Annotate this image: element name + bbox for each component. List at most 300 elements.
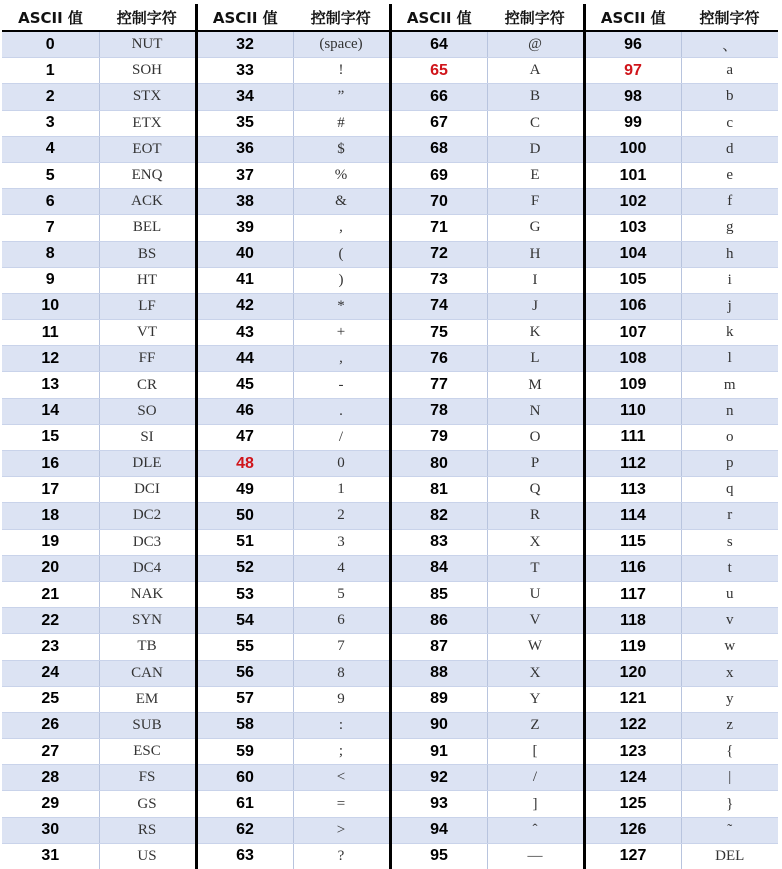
character-cell: US	[99, 843, 196, 869]
character-cell: *	[293, 293, 390, 319]
ascii-value-cell: 0	[2, 31, 99, 58]
ascii-value-cell: 118	[584, 608, 681, 634]
ascii-value-cell: 4	[2, 136, 99, 162]
ascii-value-cell: 103	[584, 215, 681, 241]
ascii-value-cell: 10	[2, 293, 99, 319]
ascii-value-cell: 126	[584, 817, 681, 843]
character-cell: ˜	[681, 817, 778, 843]
ascii-value-cell: 123	[584, 739, 681, 765]
character-cell: BEL	[99, 215, 196, 241]
character-cell: n	[681, 398, 778, 424]
character-cell: e	[681, 162, 778, 188]
table-row	[2, 739, 778, 765]
header-ascii-value: ASCII 值	[196, 4, 293, 31]
table-row	[2, 215, 778, 241]
ascii-value-cell: 100	[584, 136, 681, 162]
character-cell: f	[681, 189, 778, 215]
table-row	[2, 791, 778, 817]
ascii-value-cell: 23	[2, 634, 99, 660]
ascii-value-cell: 120	[584, 660, 681, 686]
character-cell: X	[487, 660, 584, 686]
character-cell: J	[487, 293, 584, 319]
character-cell: VT	[99, 320, 196, 346]
character-cell: #	[293, 110, 390, 136]
ascii-value-cell: 109	[584, 372, 681, 398]
ascii-value-cell: 18	[2, 503, 99, 529]
character-cell: M	[487, 372, 584, 398]
ascii-value-cell: 111	[584, 424, 681, 450]
header-ascii-value: ASCII 值	[584, 4, 681, 31]
ascii-value-cell: 116	[584, 555, 681, 581]
character-cell: F	[487, 189, 584, 215]
ascii-value-cell: 127	[584, 843, 681, 869]
character-cell: E	[487, 162, 584, 188]
ascii-value-cell: 39	[196, 215, 293, 241]
table-row	[2, 634, 778, 660]
ascii-value-cell: 7	[2, 215, 99, 241]
ascii-value-cell: 121	[584, 686, 681, 712]
character-cell: p	[681, 451, 778, 477]
character-cell: ?	[293, 843, 390, 869]
ascii-value-cell: 5	[2, 162, 99, 188]
ascii-value-cell: 83	[390, 529, 487, 555]
table-row	[2, 843, 778, 869]
ascii-value-cell: 42	[196, 293, 293, 319]
ascii-value-cell: 65	[390, 58, 487, 84]
ascii-value-cell: 82	[390, 503, 487, 529]
character-cell: {	[681, 739, 778, 765]
character-cell: NAK	[99, 581, 196, 607]
character-cell: FF	[99, 346, 196, 372]
ascii-value-cell: 19	[2, 529, 99, 555]
character-cell: q	[681, 477, 778, 503]
ascii-value-cell: 102	[584, 189, 681, 215]
ascii-value-cell: 117	[584, 581, 681, 607]
character-cell: K	[487, 320, 584, 346]
ascii-value-cell: 60	[196, 765, 293, 791]
ascii-value-cell: 59	[196, 739, 293, 765]
character-cell: O	[487, 424, 584, 450]
ascii-value-cell: 86	[390, 608, 487, 634]
ascii-value-cell: 106	[584, 293, 681, 319]
character-cell: DC2	[99, 503, 196, 529]
character-cell: u	[681, 581, 778, 607]
table-row	[2, 189, 778, 215]
character-cell: <	[293, 765, 390, 791]
character-cell: ENQ	[99, 162, 196, 188]
ascii-value-cell: 41	[196, 267, 293, 293]
character-cell: o	[681, 424, 778, 450]
ascii-value-cell: 78	[390, 398, 487, 424]
ascii-value-cell: 114	[584, 503, 681, 529]
character-cell: SYN	[99, 608, 196, 634]
character-cell: 8	[293, 660, 390, 686]
ascii-value-cell: 85	[390, 581, 487, 607]
character-cell: ACK	[99, 189, 196, 215]
ascii-value-cell: 12	[2, 346, 99, 372]
character-cell: 0	[293, 451, 390, 477]
character-cell: Y	[487, 686, 584, 712]
character-cell: 7	[293, 634, 390, 660]
ascii-value-cell: 70	[390, 189, 487, 215]
character-cell: DEL	[681, 843, 778, 869]
ascii-value-cell: 93	[390, 791, 487, 817]
ascii-value-cell: 67	[390, 110, 487, 136]
character-cell: :	[293, 712, 390, 738]
character-cell: R	[487, 503, 584, 529]
ascii-value-cell: 11	[2, 320, 99, 346]
character-cell: ]	[487, 791, 584, 817]
ascii-value-cell: 40	[196, 241, 293, 267]
character-cell: C	[487, 110, 584, 136]
character-cell: w	[681, 634, 778, 660]
ascii-value-cell: 124	[584, 765, 681, 791]
character-cell: |	[681, 765, 778, 791]
ascii-value-cell: 48	[196, 451, 293, 477]
character-cell: )	[293, 267, 390, 293]
character-cell: 9	[293, 686, 390, 712]
ascii-value-cell: 74	[390, 293, 487, 319]
table-row	[2, 712, 778, 738]
character-cell: RS	[99, 817, 196, 843]
ascii-value-cell: 55	[196, 634, 293, 660]
ascii-value-cell: 31	[41, 847, 60, 865]
character-cell: (	[293, 241, 390, 267]
character-cell: 6	[293, 608, 390, 634]
character-cell: (space)	[293, 31, 390, 58]
ascii-value-cell: 108	[584, 346, 681, 372]
table-row	[2, 110, 778, 136]
character-cell: r	[681, 503, 778, 529]
table-row	[2, 660, 778, 686]
character-cell: ,	[293, 346, 390, 372]
character-cell: m	[681, 372, 778, 398]
character-cell: t	[681, 555, 778, 581]
character-cell: .	[293, 398, 390, 424]
ascii-value-cell: 119	[584, 634, 681, 660]
character-cell: }	[681, 791, 778, 817]
ascii-value-cell: 36	[196, 136, 293, 162]
ascii-value-cell: 8	[2, 241, 99, 267]
ascii-table	[2, 4, 778, 869]
ascii-value-cell: 54	[196, 608, 293, 634]
ascii-value-cell: 24	[2, 660, 99, 686]
character-cell: v	[681, 608, 778, 634]
table-row	[2, 817, 778, 843]
character-cell: HT	[99, 267, 196, 293]
header-ascii-value: ASCII 值	[2, 4, 99, 31]
ascii-value-cell: 97	[584, 58, 681, 84]
character-cell: SO	[99, 398, 196, 424]
ascii-value-cell: 29	[2, 791, 99, 817]
ascii-value-cell: 110	[584, 398, 681, 424]
ascii-value-cell: 43	[196, 320, 293, 346]
table-row	[2, 686, 778, 712]
character-cell: 1	[293, 477, 390, 503]
ascii-value-cell: 15	[2, 424, 99, 450]
character-cell: G	[487, 215, 584, 241]
character-cell: Z	[487, 712, 584, 738]
character-cell: N	[487, 398, 584, 424]
character-cell: SI	[99, 424, 196, 450]
ascii-value-cell: 28	[2, 765, 99, 791]
character-cell: +	[293, 320, 390, 346]
ascii-value-cell: 25	[2, 686, 99, 712]
ascii-value-cell: 9	[2, 267, 99, 293]
character-cell: BS	[99, 241, 196, 267]
table-row	[2, 477, 778, 503]
ascii-value-cell: 50	[196, 503, 293, 529]
table-row	[2, 765, 778, 791]
character-cell: SOH	[99, 58, 196, 84]
ascii-value-cell: 14	[2, 398, 99, 424]
header-ascii-value: ASCII 值	[390, 4, 487, 31]
ascii-value-cell: 87	[390, 634, 487, 660]
ascii-value-cell: 66	[390, 84, 487, 110]
character-cell: >	[293, 817, 390, 843]
character-cell: /	[487, 765, 584, 791]
ascii-value-cell: 61	[196, 791, 293, 817]
character-cell: c	[681, 110, 778, 136]
character-cell: z	[681, 712, 778, 738]
character-cell: s	[681, 529, 778, 555]
ascii-value-cell: 89	[390, 686, 487, 712]
character-cell: l	[681, 346, 778, 372]
ascii-value-cell: 3	[2, 110, 99, 136]
ascii-value-cell: 38	[196, 189, 293, 215]
character-cell: 4	[293, 555, 390, 581]
character-cell: DC4	[99, 555, 196, 581]
table-row	[2, 503, 778, 529]
character-cell: L	[487, 346, 584, 372]
character-cell: NUT	[99, 31, 196, 58]
character-cell: CR	[99, 372, 196, 398]
character-cell: x	[681, 660, 778, 686]
ascii-value-cell: 68	[390, 136, 487, 162]
ascii-value-cell: 2	[2, 84, 99, 110]
ascii-value-cell: 76	[390, 346, 487, 372]
character-cell: /	[293, 424, 390, 450]
character-cell: &	[293, 189, 390, 215]
ascii-value-cell: 47	[196, 424, 293, 450]
character-cell: !	[293, 58, 390, 84]
character-cell: —	[487, 843, 584, 869]
character-cell: 、	[681, 31, 778, 58]
character-cell: Q	[487, 477, 584, 503]
table-row	[2, 162, 778, 188]
ascii-value-cell: 99	[584, 110, 681, 136]
table-row	[2, 398, 778, 424]
table-row	[2, 451, 778, 477]
ascii-value-cell: 79	[390, 424, 487, 450]
character-cell: I	[487, 267, 584, 293]
character-cell: V	[487, 608, 584, 634]
ascii-value-cell: 104	[584, 241, 681, 267]
character-cell: y	[681, 686, 778, 712]
character-cell: 3	[293, 529, 390, 555]
ascii-value-cell: 44	[196, 346, 293, 372]
ascii-value-cell: 75	[390, 320, 487, 346]
character-cell: ESC	[99, 739, 196, 765]
ascii-value-cell: 34	[196, 84, 293, 110]
character-cell: GS	[99, 791, 196, 817]
table-row	[2, 320, 778, 346]
character-cell: i	[681, 267, 778, 293]
table-row	[2, 267, 778, 293]
character-cell: b	[681, 84, 778, 110]
character-cell: h	[681, 241, 778, 267]
ascii-value-cell: 71	[390, 215, 487, 241]
ascii-value-cell: 80	[390, 451, 487, 477]
header-control-char: 控制字符	[487, 4, 584, 31]
character-cell: @	[487, 31, 584, 58]
character-cell: DC3	[99, 529, 196, 555]
character-cell: ,	[293, 215, 390, 241]
character-cell: a	[681, 58, 778, 84]
ascii-value-cell: 94	[390, 817, 487, 843]
character-cell: k	[681, 320, 778, 346]
ascii-value-cell: 91	[390, 739, 487, 765]
table-row	[2, 529, 778, 555]
character-cell: T	[487, 555, 584, 581]
ascii-value-cell: 35	[196, 110, 293, 136]
character-cell: B	[487, 84, 584, 110]
character-cell: j	[681, 293, 778, 319]
character-cell: %	[293, 162, 390, 188]
character-cell: -	[293, 372, 390, 398]
ascii-value-cell: 115	[584, 529, 681, 555]
character-cell: W	[487, 634, 584, 660]
table-row	[2, 31, 778, 58]
ascii-value-cell: 33	[196, 58, 293, 84]
ascii-value-cell: 45	[196, 372, 293, 398]
ascii-value-cell: 63	[196, 843, 293, 869]
ascii-value-cell: 37	[196, 162, 293, 188]
ascii-value-cell: 58	[196, 712, 293, 738]
character-cell: DCI	[99, 477, 196, 503]
ascii-value-cell: 125	[584, 791, 681, 817]
ascii-value-cell: 17	[2, 477, 99, 503]
character-cell: CAN	[99, 660, 196, 686]
character-cell: ;	[293, 739, 390, 765]
character-cell: ETX	[99, 110, 196, 136]
character-cell: X	[487, 529, 584, 555]
character-cell: g	[681, 215, 778, 241]
table-row	[2, 346, 778, 372]
ascii-value-cell: 20	[2, 555, 99, 581]
character-cell: d	[681, 136, 778, 162]
ascii-value-cell: 122	[584, 712, 681, 738]
character-cell: P	[487, 451, 584, 477]
table-row	[2, 608, 778, 634]
character-cell: =	[293, 791, 390, 817]
ascii-value-cell: 56	[196, 660, 293, 686]
character-cell: H	[487, 241, 584, 267]
table-row	[2, 293, 778, 319]
table-row	[2, 581, 778, 607]
header-control-char: 控制字符	[293, 4, 390, 31]
ascii-value-cell: 21	[2, 581, 99, 607]
ascii-value-cell: 51	[196, 529, 293, 555]
header-control-char: 控制字符	[681, 4, 778, 31]
ascii-value-cell: 57	[196, 686, 293, 712]
ascii-value-cell: 64	[390, 31, 487, 58]
ascii-value-cell: 113	[584, 477, 681, 503]
ascii-value-cell: 95	[390, 843, 487, 869]
character-cell: ˆ	[487, 817, 584, 843]
character-cell: DLE	[99, 451, 196, 477]
ascii-value-cell: 53	[196, 581, 293, 607]
ascii-value-cell: 112	[584, 451, 681, 477]
ascii-value-cell: 69	[390, 162, 487, 188]
table-row	[2, 424, 778, 450]
table-row	[2, 372, 778, 398]
ascii-value-cell: 92	[390, 765, 487, 791]
character-cell: U	[487, 581, 584, 607]
ascii-value-cell: 77	[390, 372, 487, 398]
character-cell: 2	[293, 503, 390, 529]
ascii-value-cell: 105	[584, 267, 681, 293]
character-cell: A	[487, 58, 584, 84]
table-row	[2, 136, 778, 162]
character-cell: 5	[293, 581, 390, 607]
character-cell: STX	[99, 84, 196, 110]
ascii-value-cell: 6	[2, 189, 99, 215]
ascii-value-cell: 81	[390, 477, 487, 503]
ascii-value-cell: 49	[196, 477, 293, 503]
ascii-value-cell: 73	[390, 267, 487, 293]
ascii-value-cell: 27	[2, 739, 99, 765]
ascii-value-cell: 32	[196, 31, 293, 58]
ascii-value-cell: 26	[2, 712, 99, 738]
character-cell: TB	[99, 634, 196, 660]
ascii-value-cell: 84	[390, 555, 487, 581]
ascii-value-cell: 107	[584, 320, 681, 346]
table-header	[2, 4, 778, 31]
ascii-value-cell: 98	[584, 84, 681, 110]
ascii-value-cell: 96	[584, 31, 681, 58]
character-cell: EM	[99, 686, 196, 712]
character-cell: $	[293, 136, 390, 162]
ascii-value-cell: 90	[390, 712, 487, 738]
ascii-value-cell: 13	[2, 372, 99, 398]
table-row	[2, 84, 778, 110]
table-row	[2, 555, 778, 581]
ascii-value-cell: 88	[390, 660, 487, 686]
ascii-value-cell: 22	[2, 608, 99, 634]
table-row	[2, 241, 778, 267]
character-cell: [	[487, 739, 584, 765]
character-cell: ”	[293, 84, 390, 110]
header-control-char: 控制字符	[99, 4, 196, 31]
ascii-value-cell: 62	[196, 817, 293, 843]
ascii-value-cell: 1	[2, 58, 99, 84]
ascii-value-cell: 72	[390, 241, 487, 267]
ascii-value-cell: 52	[196, 555, 293, 581]
table-body	[2, 31, 778, 869]
ascii-value-cell: 46	[196, 398, 293, 424]
ascii-value-cell: 101	[584, 162, 681, 188]
character-cell: EOT	[99, 136, 196, 162]
character-cell: LF	[99, 293, 196, 319]
table-row	[2, 58, 778, 84]
header-row	[2, 4, 778, 31]
character-cell: FS	[99, 765, 196, 791]
character-cell: SUB	[99, 712, 196, 738]
ascii-value-cell: 30	[2, 817, 99, 843]
ascii-value-cell: 16	[2, 451, 99, 477]
character-cell: D	[487, 136, 584, 162]
